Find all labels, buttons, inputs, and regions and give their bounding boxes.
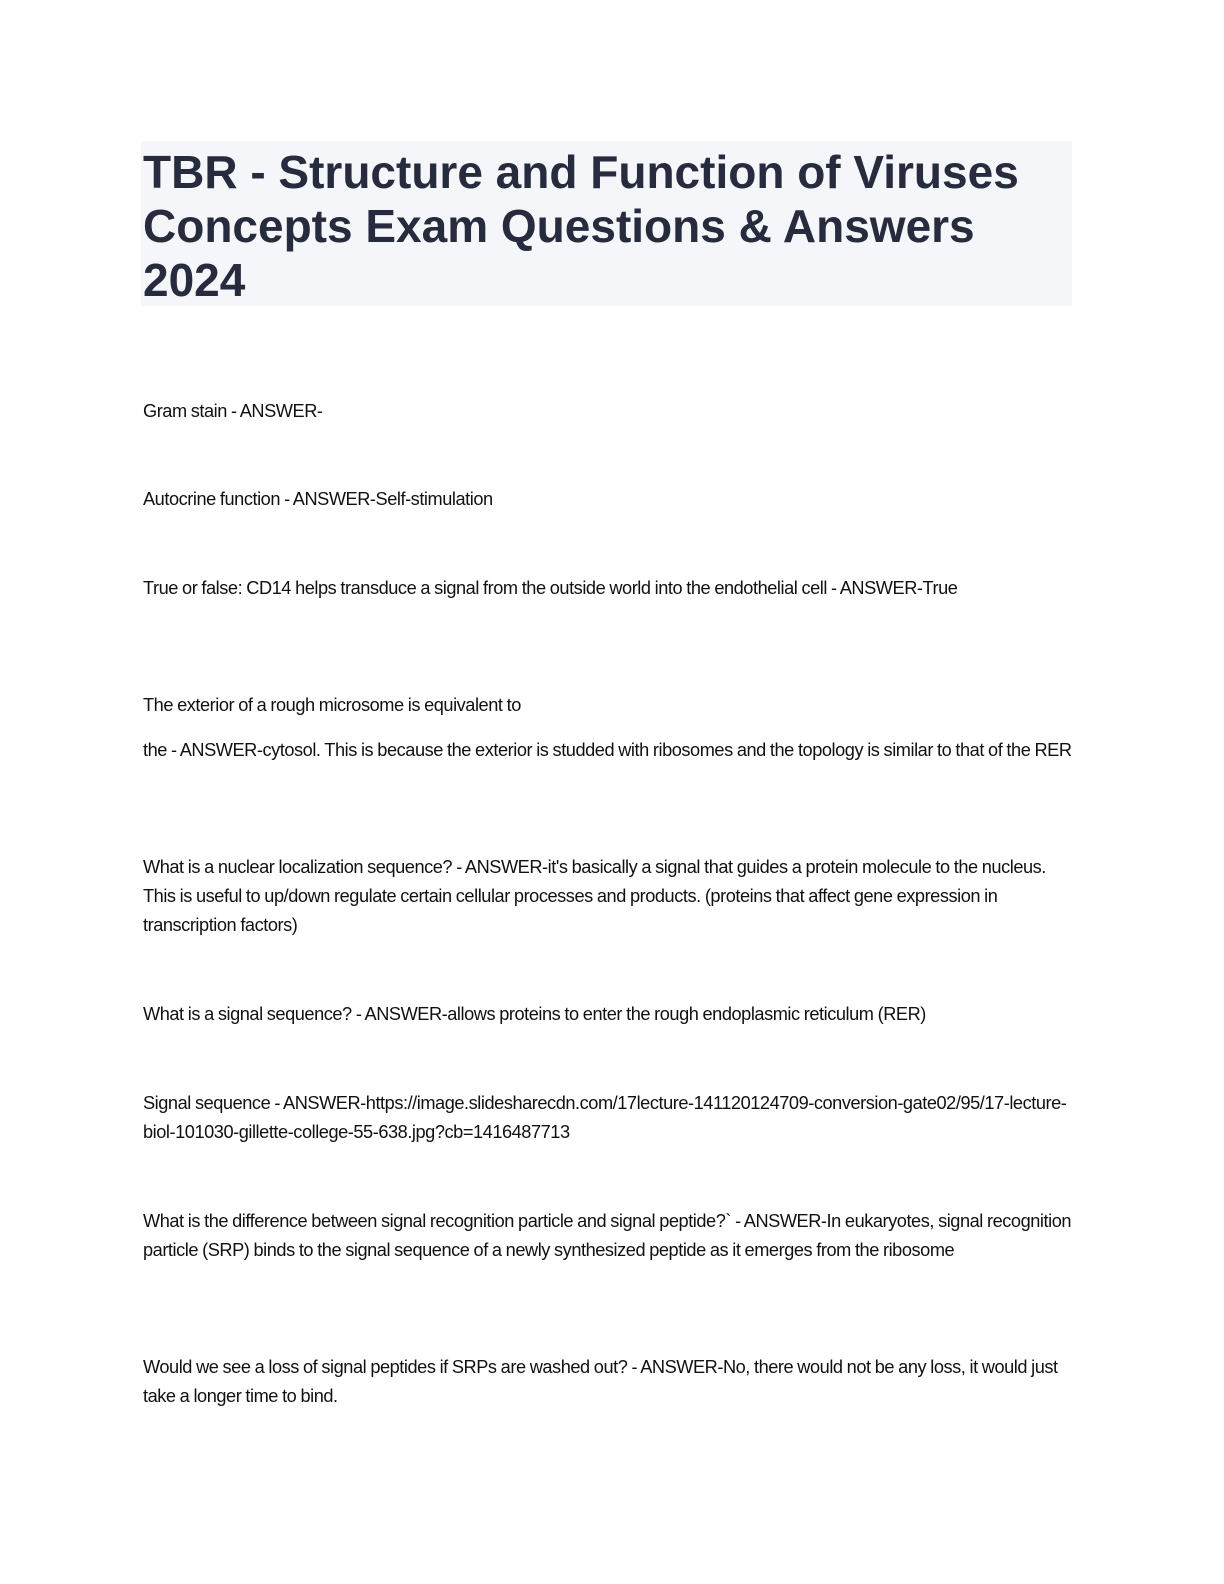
qa-entry-srp-washout: Would we see a loss of signal peptides if SRPs are washed out? - ANSWER-No, there would not be any loss, it would just take a longer time to bind. [143, 1357, 1058, 1406]
qa-entry-autocrine-function: Autocrine function - ANSWER-Self-stimulation [143, 489, 493, 509]
qa-entry-signal-sequence-link: Signal sequence - ANSWER-https://image.slidesharecdn.com/17lecture-141120124709-conversion-gate02/95/17-lecture-biol-101030-gillette-college-55-638.jpg?cb=1416487713 [143, 1093, 1067, 1142]
qa-entry-cd14: True or false: CD14 helps transduce a signal from the outside world into the endothelial cell - ANSWER-True [143, 578, 958, 598]
qa-entry-signal-sequence-question: What is a signal sequence? - ANSWER-allows proteins to enter the rough endoplasmic reticulum (RER) [143, 1004, 926, 1024]
qa-entry-rough-microsome-question: The exterior of a rough microsome is equivalent to [143, 695, 521, 715]
document-title: TBR - Structure and Function of Viruses Concepts Exam Questions & Answers 2024 [143, 146, 1019, 306]
title-banner [141, 141, 1072, 306]
qa-entry-rough-microsome-answer: the - ANSWER-cytosol. This is because the exterior is studded with ribosomes and the topology is similar to that of the RER [143, 740, 1072, 760]
qa-entry-nuclear-localization: What is a nuclear localization sequence? - ANSWER-it's basically a signal that guides a protein molecule to the nucleus. This is useful to up/down regulate certain cellular processes and products. (proteins that affect gene expression in transcription factors) [143, 857, 1046, 935]
qa-entry-gram-stain: Gram stain - ANSWER- [143, 401, 323, 421]
qa-entry-srp-vs-signal-peptide: What is the difference between signal recognition particle and signal peptide?` - ANSWER-In eukaryotes, signal recognition particle (SRP) binds to the signal sequence of a newly synthesized peptide as it emerges from the ribosome [143, 1211, 1072, 1260]
